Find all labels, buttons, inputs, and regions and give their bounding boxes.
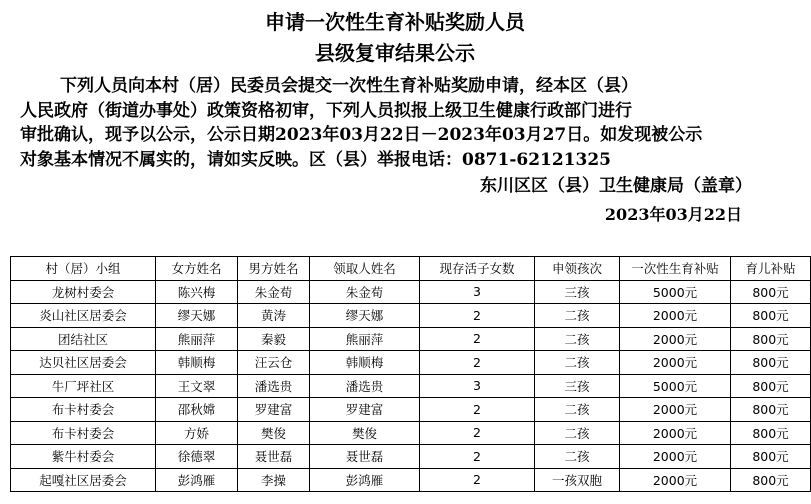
cell-childcare-subsidy: 800元: [731, 468, 811, 492]
cell-male-name: 罗建富: [238, 398, 310, 422]
cell-living-children: 2: [420, 304, 535, 328]
cell-female-name: 陈兴梅: [156, 280, 238, 304]
cell-female-name: 邵秋嫦: [156, 398, 238, 422]
cell-female-name: 彭鸿雁: [156, 468, 238, 492]
cell-childcare-subsidy: 800元: [731, 374, 811, 398]
paragraph-line: 审批确认，现予以公示，公示日期2023年03月22日－2023年03月27日。如发现被公示: [20, 125, 703, 145]
cell-recipient-name: 罗建富: [310, 398, 420, 422]
cell-birth-subsidy: 2000元: [620, 398, 731, 422]
cell-recipient-name: 熊丽萍: [310, 327, 420, 351]
cell-recipient-name: 樊俊: [310, 421, 420, 445]
header-birth-subsidy: 一次性生育补贴: [620, 257, 731, 281]
cell-male-name: 潘选贵: [238, 374, 310, 398]
cell-village-group: 达贝社区居委会: [11, 351, 156, 375]
table-row: [11, 304, 811, 328]
cell-recipient-name: 韩顺梅: [310, 351, 420, 375]
cell-village-group: 布卡村委会: [11, 421, 156, 445]
header-male-name: 男方姓名: [238, 257, 310, 281]
cell-male-name: 李操: [238, 468, 310, 492]
cell-child-order: 三孩: [535, 280, 620, 304]
cell-recipient-name: 彭鸿雁: [310, 468, 420, 492]
cell-living-children: 2: [420, 327, 535, 351]
cell-child-order: 二孩: [535, 304, 620, 328]
table-row: [11, 398, 811, 422]
cell-birth-subsidy: 2000元: [620, 421, 731, 445]
results-table-container: [10, 256, 796, 504]
cell-village-group: 龙树村委会: [11, 280, 156, 304]
cell-male-name: 朱金荀: [238, 280, 310, 304]
cell-child-order: 二孩: [535, 445, 620, 469]
header-female-name: 女方姓名: [156, 257, 238, 281]
cell-child-order: 二孩: [535, 398, 620, 422]
cell-childcare-subsidy: 800元: [731, 421, 811, 445]
cell-recipient-name: 聂世磊: [310, 445, 420, 469]
table-row: [11, 374, 811, 398]
cell-female-name: 王文翠: [156, 374, 238, 398]
cell-female-name: 徐德翠: [156, 445, 238, 469]
cell-female-name: 熊丽萍: [156, 327, 238, 351]
cell-childcare-subsidy: 800元: [731, 351, 811, 375]
results-table: [10, 256, 811, 492]
cell-living-children: 2: [420, 445, 535, 469]
cell-birth-subsidy: 2000元: [620, 304, 731, 328]
cell-birth-subsidy: 2000元: [620, 468, 731, 492]
cell-childcare-subsidy: 800元: [731, 327, 811, 351]
header-village-group: 村（居）小组: [11, 257, 156, 281]
cell-birth-subsidy: 2000元: [620, 445, 731, 469]
table-row: [11, 327, 811, 351]
cell-recipient-name: 潘选贵: [310, 374, 420, 398]
notice-title: 申请一次性生育补贴奖励人员: [265, 10, 525, 34]
header-childcare-subsidy: 育儿补贴: [731, 257, 811, 281]
cell-male-name: 汪云仓: [238, 351, 310, 375]
cell-village-group: 起嘎社区居委会: [11, 468, 156, 492]
cell-living-children: 3: [420, 374, 535, 398]
cell-birth-subsidy: 2000元: [620, 327, 731, 351]
cell-village-group: 炎山社区居委会: [11, 304, 156, 328]
table-row: [11, 421, 811, 445]
cell-birth-subsidy: 5000元: [620, 280, 731, 304]
cell-living-children: 2: [420, 468, 535, 492]
cell-child-order: 二孩: [535, 351, 620, 375]
cell-birth-subsidy: 2000元: [620, 351, 731, 375]
cell-childcare-subsidy: 800元: [731, 445, 811, 469]
cell-living-children: 2: [420, 398, 535, 422]
paragraph-line: 对象基本情况不属实的，请如实反映。区（县）举报电话：0871-62121325: [20, 149, 611, 170]
cell-recipient-name: 缪天娜: [310, 304, 420, 328]
cell-recipient-name: 朱金荀: [310, 280, 420, 304]
cell-child-order: 一孩双胞: [535, 468, 620, 492]
cell-child-order: 二孩: [535, 421, 620, 445]
issue-date: 2023年03月22日: [604, 205, 742, 224]
cell-male-name: 樊俊: [238, 421, 310, 445]
cell-birth-subsidy: 5000元: [620, 374, 731, 398]
cell-living-children: 3: [420, 280, 535, 304]
cell-child-order: 二孩: [535, 327, 620, 351]
cell-childcare-subsidy: 800元: [731, 398, 811, 422]
cell-living-children: 2: [420, 421, 535, 445]
table-row: [11, 468, 811, 492]
notice-paragraph: [20, 74, 770, 172]
cell-female-name: 方娇: [156, 421, 238, 445]
cell-childcare-subsidy: 800元: [731, 280, 811, 304]
cell-female-name: 缪天娜: [156, 304, 238, 328]
cell-childcare-subsidy: 800元: [731, 304, 811, 328]
cell-child-order: 三孩: [535, 374, 620, 398]
table-header-row: [11, 257, 811, 281]
cell-village-group: 牛厂坪社区: [11, 374, 156, 398]
header-recipient-name: 领取人姓名: [310, 257, 420, 281]
cell-village-group: 紫牛村委会: [11, 445, 156, 469]
issuing-authority: 东川区区（县）卫生健康局（盖章）: [480, 176, 752, 196]
cell-living-children: 2: [420, 351, 535, 375]
notice-subtitle: 县级复审结果公示: [315, 41, 475, 65]
cell-female-name: 韩顺梅: [156, 351, 238, 375]
cell-male-name: 黄涛: [238, 304, 310, 328]
cell-village-group: 团结社区: [11, 327, 156, 351]
header-living-children: 现存活子女数: [420, 257, 535, 281]
header-child-order: 申领孩次: [535, 257, 620, 281]
table-row: [11, 445, 811, 469]
cell-male-name: 秦毅: [238, 327, 310, 351]
cell-male-name: 聂世磊: [238, 445, 310, 469]
table-row: [11, 280, 811, 304]
table-row: [11, 351, 811, 375]
table-body: [11, 280, 811, 492]
cell-village-group: 布卡村委会: [11, 398, 156, 422]
paragraph-line: 人民政府（街道办事处）政策资格初审，下列人员拟报上级卫生健康行政部门进行: [20, 100, 632, 121]
paragraph-line: 下列人员向本村（居）民委员会提交一次性生育补贴奖励申请，经本区（县）: [60, 76, 638, 96]
